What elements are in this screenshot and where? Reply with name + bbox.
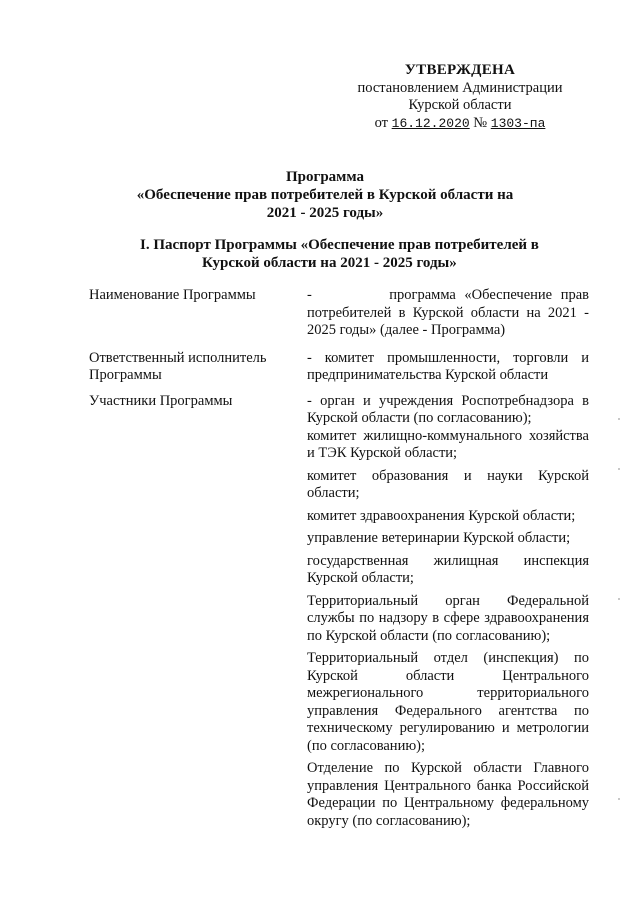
- participant-item: Территориальный орган Федеральной службы по надзору в сфере здравоохранения по Курской области (по согласованию);: [307, 592, 589, 644]
- passport-value-text: - комитет промышленности, торговли и предпринимательства Курской области: [307, 349, 589, 383]
- participant-item: управление ветеринарии Курской области;: [307, 530, 571, 546]
- passport-value-text: программа «Обеспечение прав потребителей в Курской области на 2021 - 2025 годы» (далее - Программа): [307, 287, 589, 338]
- passport-dash: -: [307, 287, 390, 303]
- passport-label: Ответственный исполнитель Программы: [89, 349, 267, 383]
- participant-item: Отделение по Курской области Главного управления Центрального банка Российской Федерации по Центральному федеральному округу (по согласованию);: [307, 760, 589, 829]
- passport-value: [307, 350, 589, 385]
- passport-row-name: [89, 287, 589, 340]
- approval-date-prefix: от: [374, 114, 389, 131]
- scan-speck: [618, 418, 620, 420]
- program-title-line-3: 2021 - 2025 годы»: [266, 205, 384, 221]
- program-title: [120, 168, 530, 222]
- participant-item: комитет жилищно-коммунального хозяйства и ТЭК Курской области;: [307, 427, 589, 461]
- approval-block: [340, 62, 580, 132]
- participant-item: Территориальный отдел (инспекция) по Курской области Центрального межрегионального территориального управления Федерального агентства по техническому регулированию и метрологии (по согласованию);: [307, 650, 589, 754]
- approval-date-line: [340, 115, 580, 133]
- passport-value: [307, 393, 589, 831]
- participant-item: - орган и учреждения Роспотребнадзора в Курской области (по согласованию);: [307, 392, 589, 426]
- approval-date: 16.12.2020: [391, 115, 470, 131]
- approval-number: 1303-па: [490, 115, 546, 131]
- scan-speck: [618, 468, 620, 470]
- passport-label: Наименование Программы: [89, 287, 256, 303]
- section-title-line-2: Курской области на 2021 - 2025 годы»: [202, 255, 457, 271]
- approval-title: УТВЕРЖДЕНА: [404, 62, 516, 78]
- participant-item: комитет здравоохранения Курской области;: [307, 507, 576, 524]
- approval-authority: постановлением Администрации: [357, 79, 563, 96]
- program-title-line-1: Программа: [286, 169, 364, 185]
- passport-row-participants: [89, 393, 589, 831]
- scan-speck: [618, 598, 620, 600]
- section-title: [140, 236, 560, 272]
- scan-speck: [618, 798, 620, 800]
- section-title-line-1: I. Паспорт Программы «Обеспечение прав потребителей в: [140, 237, 539, 253]
- approval-region: Курской области: [408, 97, 512, 113]
- passport-value-line: [307, 287, 589, 340]
- approval-number-sign: №: [473, 114, 488, 131]
- passport-row-executor: [89, 350, 589, 385]
- passport-label: Участники Программы: [89, 392, 233, 409]
- participant-item: комитет образования и науки Курской области;: [307, 467, 589, 501]
- passport-value: [307, 287, 589, 340]
- program-title-line-2: «Обеспечение прав потребителей в Курской области на: [136, 187, 514, 203]
- participant-item: государственная жилищная инспекция Курской области;: [307, 552, 589, 586]
- passport-table: [89, 287, 589, 838]
